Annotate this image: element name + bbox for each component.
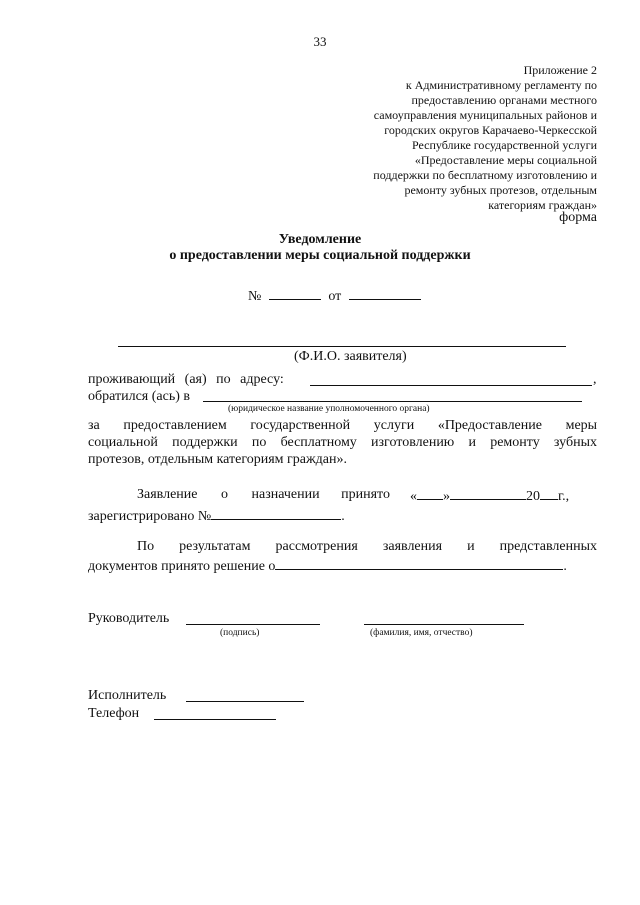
period: .	[341, 509, 345, 524]
quote-open: «	[410, 489, 417, 504]
word: за	[88, 418, 100, 433]
address-comma: ,	[593, 372, 597, 387]
word: бесплатному	[280, 435, 357, 450]
word: о	[221, 487, 228, 502]
address-word: по	[216, 372, 231, 387]
registration-number-field[interactable]	[211, 507, 341, 520]
document-subtitle: о предоставлении меры социальной поддержки	[169, 248, 471, 263]
annex-line: Приложение 2	[523, 63, 597, 77]
address-label	[88, 372, 284, 388]
word: заявления	[382, 539, 443, 554]
number-sign: №	[248, 289, 262, 304]
word: назначении	[251, 487, 320, 502]
word: результатам	[179, 539, 251, 554]
executor-label: Исполнитель	[88, 688, 167, 703]
head-name-caption: (фамилия, имя, отчество)	[370, 628, 473, 638]
quote-close: »	[443, 489, 450, 504]
executor-field[interactable]	[186, 701, 304, 702]
year-suffix: г.,	[558, 489, 570, 504]
head-name-field[interactable]	[364, 624, 524, 625]
day-field[interactable]	[417, 487, 443, 500]
word: рассмотрения	[275, 539, 358, 554]
word: «Предоставление	[437, 418, 542, 433]
annex-line: ремонту зубных протезов, отдельным	[404, 183, 597, 197]
word: и	[468, 435, 476, 450]
number-date-line	[248, 287, 421, 305]
decision-line-2	[88, 557, 567, 575]
decision-field[interactable]	[275, 557, 563, 570]
application-label	[137, 487, 390, 503]
annex-line: самоуправления муниципальных районов и	[373, 108, 597, 122]
number-field[interactable]	[269, 287, 321, 300]
word: изготовлению	[371, 435, 455, 450]
annex-line: городских округов Карачаево-Черкесской	[384, 123, 597, 137]
applicant-caption: (Ф.И.О. заявителя)	[294, 349, 407, 364]
service-line-1	[88, 418, 597, 434]
phone-field[interactable]	[154, 719, 276, 720]
word: принято	[341, 487, 390, 502]
annex-header	[373, 63, 597, 213]
document-title: Уведомление	[278, 232, 362, 247]
decision-label: документов принято решение о	[88, 559, 276, 574]
service-line-2	[88, 435, 597, 451]
word: государственной	[250, 418, 351, 433]
address-word: проживающий	[88, 372, 176, 387]
word: по	[251, 435, 267, 450]
applicant-name-field[interactable]	[118, 346, 566, 347]
word: социальной	[88, 435, 158, 450]
annex-line: «Предоставление меры социальной	[414, 153, 597, 167]
signature-caption: (подпись)	[220, 628, 260, 638]
word: представленных	[499, 539, 598, 554]
page-number: 33	[313, 34, 327, 49]
registered-label: зарегистрировано №	[88, 509, 212, 524]
word: предоставлением	[123, 418, 227, 433]
date-from-label: от	[328, 289, 342, 304]
word: меры	[565, 418, 598, 433]
word: услуги	[373, 418, 415, 433]
registered-line	[88, 507, 345, 525]
word: ремонту	[490, 435, 540, 450]
word: Заявление	[137, 487, 198, 502]
word: По	[137, 539, 155, 554]
year-field[interactable]	[540, 487, 558, 500]
signature-field[interactable]	[186, 624, 320, 625]
word: поддержки	[172, 435, 238, 450]
date-accepted	[410, 487, 569, 505]
head-label: Руководитель	[88, 611, 170, 626]
annex-line: к Административному регламенту по	[405, 78, 597, 92]
address-field[interactable]	[310, 385, 592, 386]
organization-caption: (юридическое название уполномоченного органа)	[228, 404, 430, 414]
date-field[interactable]	[349, 287, 421, 300]
period: .	[563, 559, 567, 574]
word: и	[467, 539, 475, 554]
annex-line: категориям граждан»	[488, 198, 597, 212]
month-field[interactable]	[450, 487, 526, 500]
service-line-3: протезов, отдельным категориям граждан».	[88, 452, 347, 467]
address-word: адресу:	[240, 372, 284, 387]
phone-label: Телефон	[88, 706, 140, 721]
annex-line: поддержки по бесплатному изготовлению и	[373, 168, 597, 182]
year-prefix: 20	[526, 489, 540, 504]
applied-label: обратился (ась) в	[88, 389, 190, 404]
decision-line-1	[137, 539, 597, 555]
annex-line: Республике государственной услуги	[412, 138, 597, 152]
address-word: (ая)	[184, 372, 207, 387]
annex-line: предоставлению органами местного	[411, 93, 597, 107]
form-label: форма	[559, 210, 597, 225]
organization-field[interactable]	[203, 401, 582, 402]
word: зубных	[553, 435, 597, 450]
